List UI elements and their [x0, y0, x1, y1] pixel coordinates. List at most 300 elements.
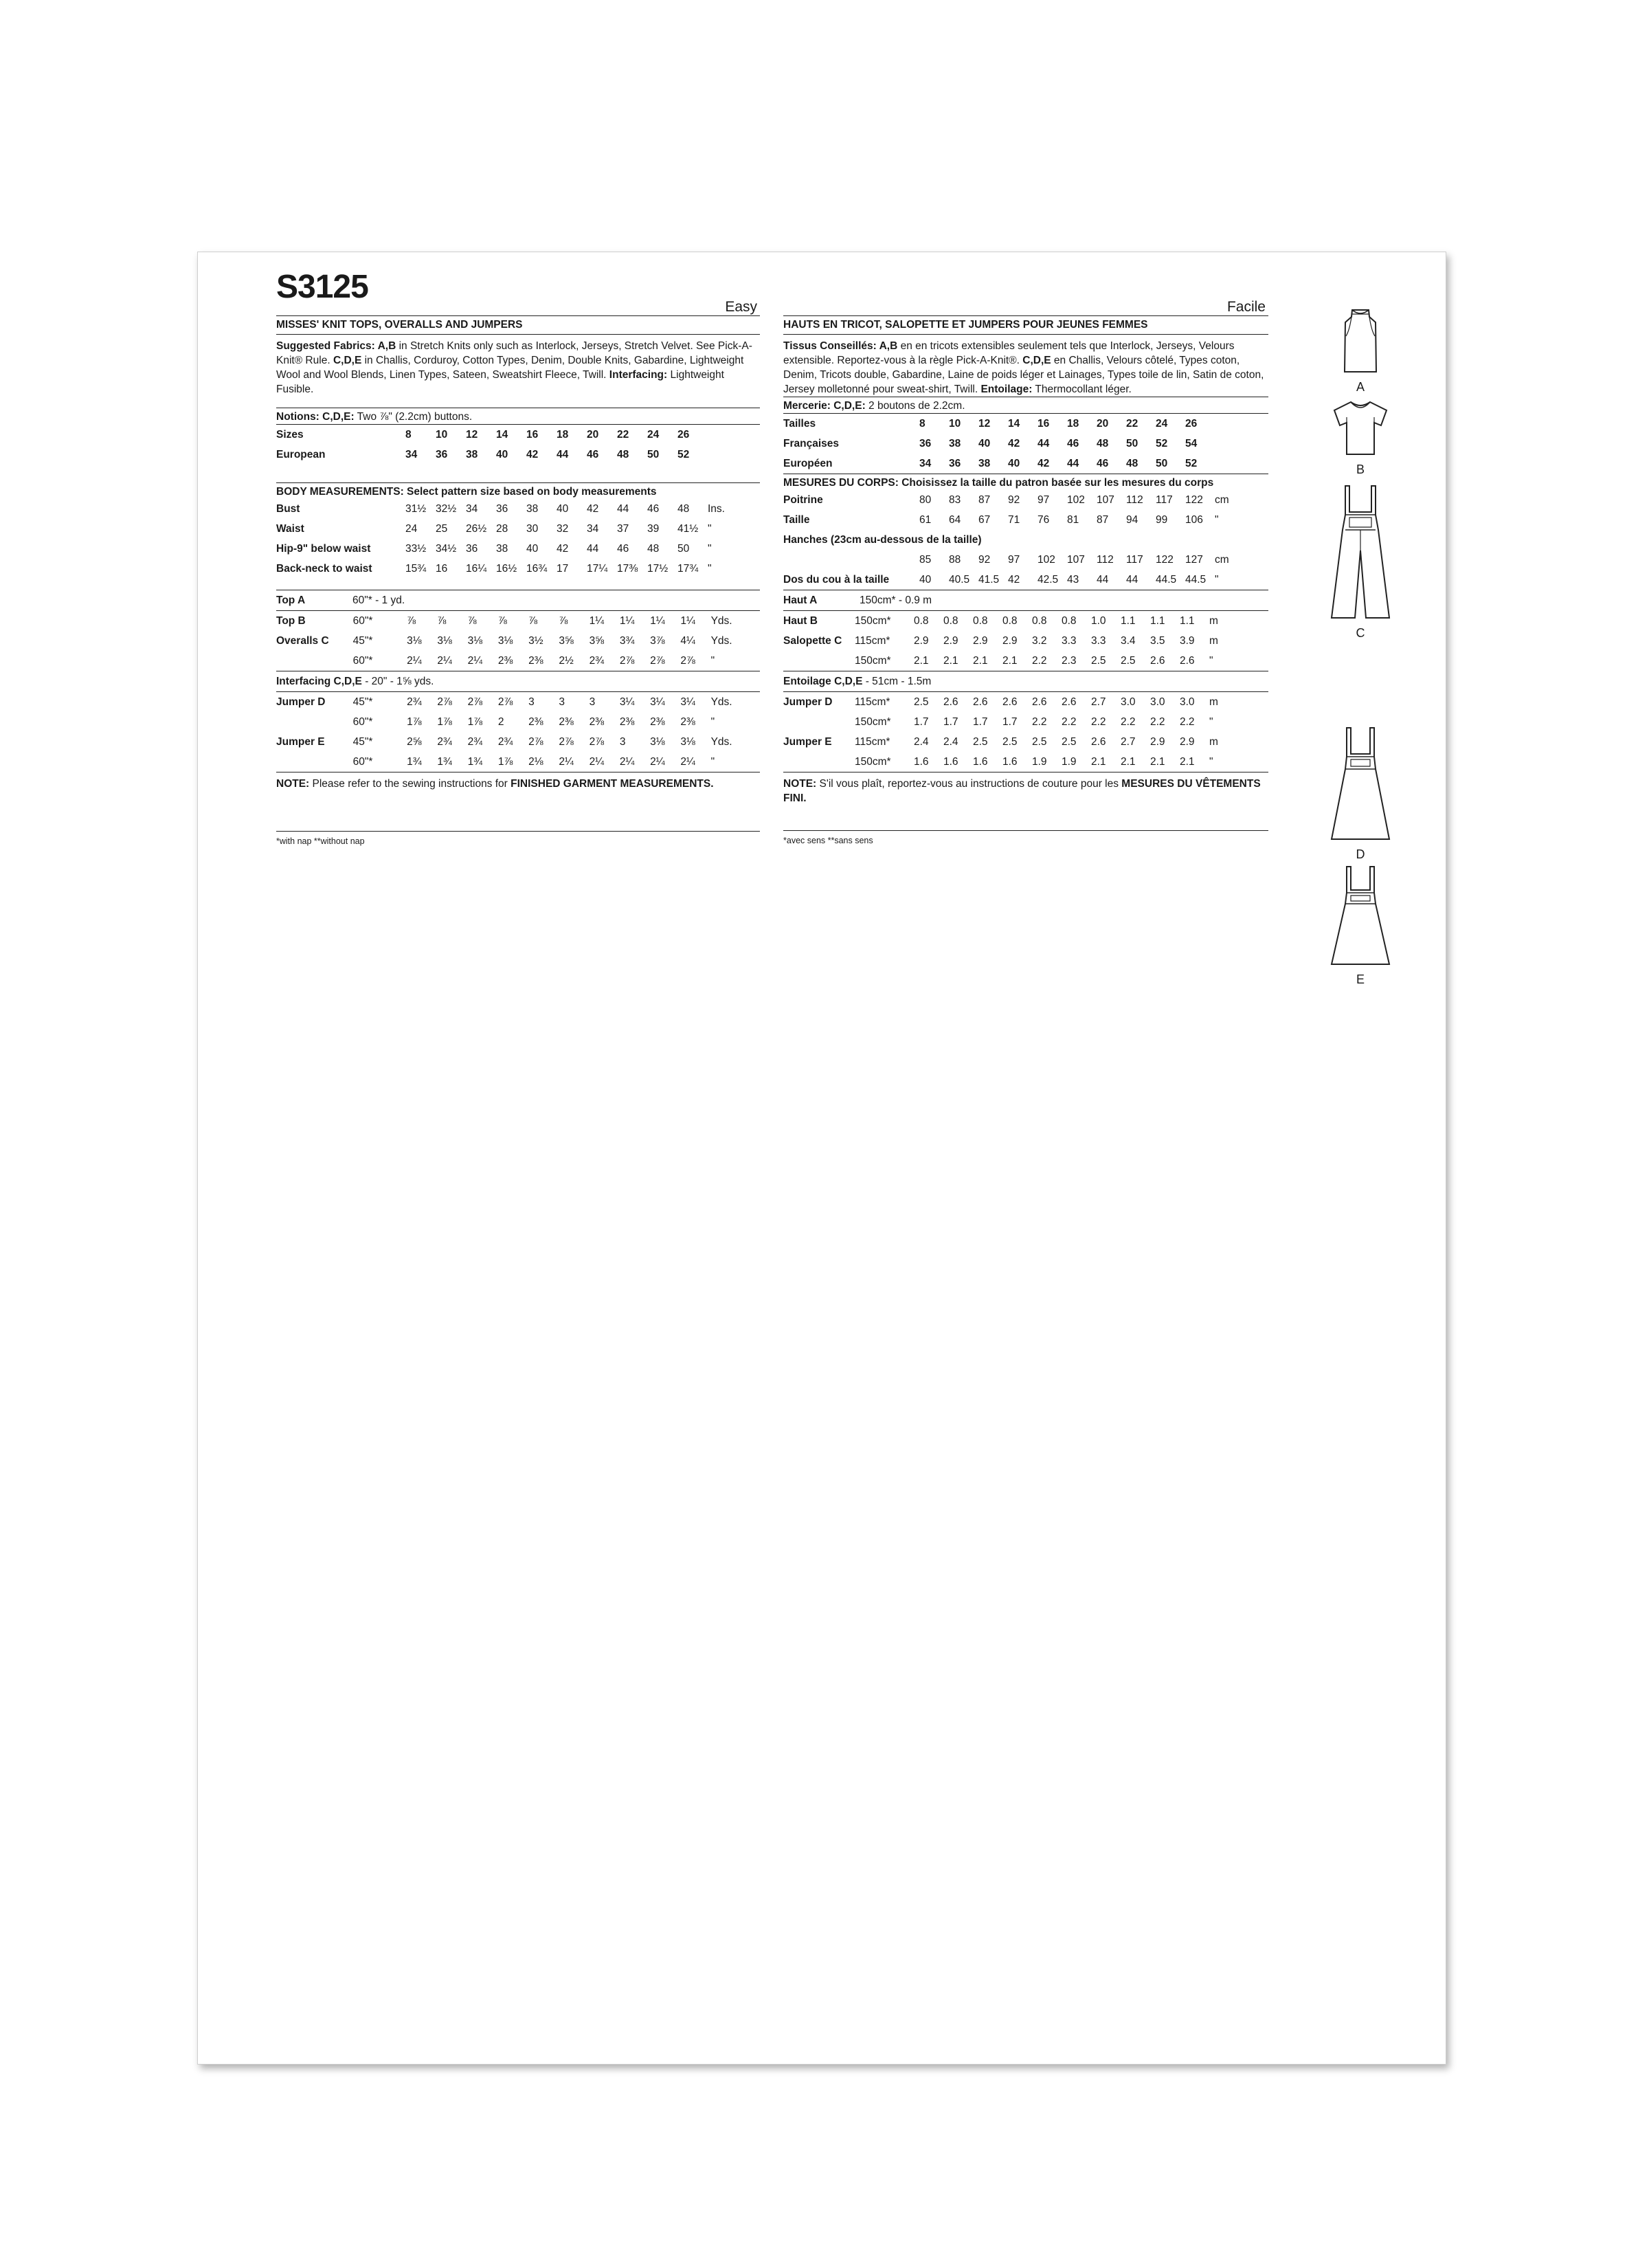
note-bold: FINISHED GARMENT MEASUREMENTS.: [511, 778, 714, 790]
yardage-row: [783, 732, 1268, 752]
cell: 31½: [405, 503, 427, 515]
cell: 42: [587, 503, 599, 515]
notions-fr: [783, 397, 1268, 413]
cell: 2.1: [1002, 655, 1018, 667]
cell: 106: [1185, 514, 1203, 526]
pattern-title: MISSES' KNIT TOPS, OVERALLS AND JUMPERS: [276, 316, 760, 335]
cell: 1.6: [973, 756, 988, 768]
hips-label-fr: Hanches (23cm au-dessous de la taille): [783, 534, 982, 546]
yardage-row: [783, 712, 1268, 732]
cell: 83: [949, 494, 961, 506]
cell: 2.9: [1002, 635, 1018, 647]
cell: 1¾: [407, 756, 422, 768]
interfacing-cde-label-fr: Entoilage C,D,E: [783, 676, 863, 687]
suggested-fabrics: [276, 335, 760, 397]
cell: 2⅞: [650, 655, 665, 667]
note-label-fr: NOTE:: [783, 778, 817, 790]
cell: 3½: [528, 635, 543, 647]
cell: 42: [1037, 458, 1050, 469]
cell: 2¼: [467, 655, 483, 667]
cell: 44.5: [1185, 574, 1207, 586]
header-fr: [783, 284, 1268, 316]
notions-label: Notions: C,D,E:: [276, 411, 355, 423]
yardage-row: [783, 692, 1268, 712]
yardage-row: [276, 692, 760, 712]
cell: 2½: [559, 655, 574, 667]
cell: 2.5: [1062, 736, 1077, 748]
cell: ": [710, 756, 715, 768]
cell: 2⅜: [528, 655, 543, 667]
cell: Yds.: [710, 615, 732, 627]
cell: 3.3: [1091, 635, 1106, 647]
cell: 42: [557, 543, 569, 555]
row-label: [783, 651, 855, 671]
cell: 33½: [405, 543, 427, 555]
view-c: [1309, 485, 1412, 641]
top-a-text: 60"* - 1 yd.: [352, 594, 405, 606]
cell: 97: [1037, 494, 1050, 506]
cell: 2.9: [973, 635, 988, 647]
cell: 2: [497, 716, 504, 728]
cell: 2¾: [497, 736, 513, 748]
interfacing-yardage: [276, 671, 760, 691]
size-table: [276, 425, 763, 465]
cell: 44: [1067, 458, 1079, 469]
cell: 2⅝: [407, 736, 422, 748]
yardage-row: [783, 611, 1268, 631]
yardage-row: [276, 752, 760, 772]
cell: 38: [466, 449, 478, 460]
cell: 26: [1185, 418, 1198, 430]
views-ab-fr: A,B: [879, 340, 898, 352]
cell: 1¼: [650, 615, 665, 627]
yardage-row: [276, 651, 760, 671]
cell: 2¾: [467, 736, 483, 748]
cell: cm: [1215, 554, 1229, 566]
row-label: [276, 712, 353, 732]
fabrics-text-cde-fr: en Challis, Velours côtelé, Types coton, Denim, Tricots double, Gabardine, Laine de poids léger et Lainages, Types toile de lin, Satin de coton, Jersey molletonné pour sweat-shirt, Twill.: [783, 355, 1264, 395]
cell: 2.5: [973, 736, 988, 748]
cell: 2.4: [914, 736, 929, 748]
cell: 2⅛: [528, 756, 543, 768]
cell: 50: [647, 449, 660, 460]
yardage-row: [276, 631, 760, 651]
cell: 40: [496, 449, 508, 460]
note-text-fr: S'il vous plaît, reportez-vous au instructions de couture pour les: [816, 778, 1122, 790]
cell: 1.7: [943, 716, 958, 728]
cell: 30: [526, 523, 539, 535]
cell: 112: [1126, 494, 1143, 506]
cell: 3⅛: [497, 635, 513, 647]
cell: 60"*: [352, 756, 373, 768]
cell: 48: [1097, 438, 1109, 449]
cell: 2.1: [1121, 756, 1136, 768]
cell: 38: [978, 458, 991, 469]
row-label: Overalls C: [276, 635, 329, 647]
footnote: *with nap **without nap: [276, 836, 365, 846]
cell: 1.9: [1032, 756, 1047, 768]
cell: 2¼: [650, 756, 665, 768]
cell: 16¼: [466, 563, 487, 575]
cell: 3¼: [619, 696, 635, 708]
cell: 48: [617, 449, 629, 460]
interfacing-label-fr: Entoilage:: [980, 383, 1033, 395]
cell: 42: [526, 449, 539, 460]
fabrics-text-ab-fr: en en tricots extensibles seulement tels que Interlock, Jerseys, Velours extensible. Reportez-vous à la règle Pick-A-Knit®.: [783, 340, 1235, 366]
cell: 117: [1156, 494, 1173, 506]
yardage-row: [276, 732, 760, 752]
cell: ": [1209, 716, 1213, 728]
cell: 44: [1037, 438, 1050, 449]
yardage-row: [783, 651, 1268, 671]
cell: 10: [436, 429, 448, 441]
cell: 16: [526, 429, 539, 441]
cell: cm: [1215, 494, 1229, 506]
cell: 3.9: [1180, 635, 1195, 647]
measurement-row: [783, 550, 1268, 570]
cell: 80: [919, 494, 932, 506]
size-row: [783, 434, 1268, 454]
cell: 14: [496, 429, 508, 441]
cell: 42: [1008, 574, 1020, 586]
cell: ⅞: [559, 615, 568, 627]
cell: 3: [619, 736, 626, 748]
cell: 3: [589, 696, 596, 708]
row-label: Salopette C: [783, 635, 842, 647]
cell: 16: [436, 563, 448, 575]
cell: 1.7: [973, 716, 988, 728]
cell: 2¾: [437, 736, 452, 748]
cell: 25: [436, 523, 448, 535]
row-label: Bust: [276, 503, 300, 515]
top-a-label: Top A: [276, 594, 306, 606]
cell: 2⅜: [497, 655, 513, 667]
cell: 88: [949, 554, 961, 566]
cell: 2¼: [437, 655, 452, 667]
cell: 60"*: [352, 716, 373, 728]
cell: 32: [557, 523, 569, 535]
cell: 46: [587, 449, 599, 460]
cell: 36: [436, 449, 448, 460]
tshirt-icon: [1326, 398, 1395, 458]
row-label: Taille: [783, 514, 810, 526]
cell: 2⅜: [680, 716, 695, 728]
cell: 24: [647, 429, 660, 441]
cell: 102: [1037, 554, 1055, 566]
cell: 1¾: [437, 756, 452, 768]
cell: 24: [1156, 418, 1168, 430]
cell: 2⅜: [589, 716, 605, 728]
cell: 3⅞: [650, 635, 665, 647]
cell: 22: [1126, 418, 1138, 430]
cell: 44: [617, 503, 629, 515]
cell: 0.8: [1032, 615, 1047, 627]
cell: 71: [1008, 514, 1020, 526]
cell: 24: [405, 523, 418, 535]
cell: 45"*: [352, 736, 373, 748]
jumper-dress-icon: [1326, 726, 1395, 843]
cell: 64: [949, 514, 961, 526]
cell: 40: [557, 503, 569, 515]
notions-label-fr: Mercerie: C,D,E:: [783, 400, 866, 412]
cell: 2.5: [914, 696, 929, 708]
cell: 2.1: [914, 655, 929, 667]
cell: 3⅛: [680, 736, 695, 748]
size-row: [783, 414, 1268, 434]
cell: 2⅞: [437, 696, 452, 708]
cell: 39: [647, 523, 660, 535]
cell: 18: [1067, 418, 1079, 430]
hips-table-fr: [783, 550, 1268, 590]
cell: 44: [1126, 574, 1138, 586]
measurement-row: [276, 519, 763, 539]
cell: m: [1209, 635, 1218, 647]
cell: Ins.: [708, 503, 725, 515]
yardage-row: [783, 631, 1268, 651]
cell: 102: [1067, 494, 1085, 506]
cell: m: [1209, 696, 1218, 708]
overalls-icon: [1326, 485, 1395, 622]
cell: [708, 445, 763, 465]
cell: 2⅞: [619, 655, 635, 667]
body-measurements-table-fr: [783, 490, 1268, 530]
cell: [708, 425, 763, 445]
cell: 1.7: [1002, 716, 1018, 728]
pattern-code: S3125: [276, 269, 368, 305]
row-label: Jumper E: [276, 736, 325, 748]
interfacing-cde-text-fr: - 51cm - 1.5m: [862, 676, 932, 687]
cell: 2¼: [407, 655, 422, 667]
cell: [1215, 454, 1268, 474]
cell: 3¾: [619, 635, 635, 647]
notions-text-fr: 2 boutons de 2.2cm.: [865, 400, 965, 412]
cell: 3⅛: [467, 635, 483, 647]
cell: 36: [496, 503, 508, 515]
cell: 44.5: [1156, 574, 1177, 586]
cell: ⅞: [437, 615, 447, 627]
cell: ": [708, 563, 712, 575]
cell: 122: [1185, 494, 1203, 506]
cell: 61: [919, 514, 932, 526]
cell: 2.9: [914, 635, 929, 647]
cell: 20: [587, 429, 599, 441]
cell: 14: [1008, 418, 1020, 430]
cell: 2.9: [1180, 736, 1195, 748]
cell: 2.2: [1121, 716, 1136, 728]
cell: 40.5: [949, 574, 970, 586]
cell: 3.3: [1062, 635, 1077, 647]
haut-a-yardage: [783, 590, 1268, 610]
measurement-row: [276, 539, 763, 559]
cell: 2.6: [943, 696, 958, 708]
cell: 34: [405, 449, 418, 460]
cell: Yds.: [710, 696, 732, 708]
cell: 1¼: [619, 615, 635, 627]
size-row: [276, 445, 763, 465]
cell: 16¾: [526, 563, 548, 575]
row-label: Françaises: [783, 438, 839, 449]
size-row: [783, 454, 1268, 474]
measurement-row: [783, 490, 1268, 510]
cell: 81: [1067, 514, 1079, 526]
cell: ⅞: [407, 615, 416, 627]
footnote-fr: *avec sens **sans sens: [783, 836, 873, 845]
cell: 48: [677, 503, 690, 515]
cell: 115cm*: [855, 635, 890, 647]
haut-a-label: Haut A: [783, 594, 818, 606]
size-table-fr: [783, 414, 1268, 474]
cell: 34: [919, 458, 932, 469]
views-ab: A,B: [377, 340, 396, 352]
cell: 2.1: [1180, 756, 1195, 768]
cell: 40: [1008, 458, 1020, 469]
cell: 44: [557, 449, 569, 460]
cell: 3⅛: [407, 635, 422, 647]
yardage-table-1-fr: [783, 611, 1268, 671]
cell: 2⅞: [467, 696, 483, 708]
view-e-label: E: [1356, 972, 1365, 986]
fabrics-label-fr: Tissus Conseillés:: [783, 340, 879, 352]
cell: 44: [1097, 574, 1109, 586]
row-label: Jumper E: [783, 736, 832, 748]
row-label: Back-neck to waist: [276, 563, 372, 575]
yardage-row: [276, 712, 760, 732]
cell: Yds.: [710, 635, 732, 647]
cell: 150cm*: [855, 655, 891, 667]
cell: 0.8: [1062, 615, 1077, 627]
cell: 17¾: [677, 563, 699, 575]
cell: ": [1209, 756, 1213, 768]
cell: 76: [1037, 514, 1050, 526]
cell: 2.6: [973, 696, 988, 708]
cell: 40: [919, 574, 932, 586]
cell: 0.8: [914, 615, 929, 627]
cell: 150cm*: [855, 716, 891, 728]
cell: 3.4: [1121, 635, 1136, 647]
haut-a-text: 150cm* - 0.9 m: [860, 594, 932, 606]
cell: 2.6: [1180, 655, 1195, 667]
view-d-label: D: [1356, 847, 1365, 861]
cell: ⅞: [497, 615, 507, 627]
cell: 48: [647, 543, 660, 555]
cell: 1.7: [914, 716, 929, 728]
cell: 2.1: [1150, 756, 1165, 768]
cell: 17⅜: [617, 563, 638, 575]
view-a-label: A: [1356, 380, 1365, 394]
french-column: [783, 284, 1268, 848]
cell: 22: [617, 429, 629, 441]
cell: 2⅞: [589, 736, 605, 748]
cell: 37: [617, 523, 629, 535]
cell: 45"*: [352, 635, 373, 647]
cell: 3.0: [1121, 696, 1136, 708]
measurement-row: [783, 570, 1268, 590]
cell: 2.2: [1150, 716, 1165, 728]
jumper-dress-short-icon: [1326, 865, 1395, 968]
cell: 2.5: [1032, 736, 1047, 748]
cell: 1.1: [1121, 615, 1136, 627]
note-text: Please refer to the sewing instructions for: [309, 778, 511, 790]
cell: ": [710, 655, 715, 667]
cell: 10: [949, 418, 961, 430]
interfacing-cde-text: - 20" - 1⅝ yds.: [361, 676, 434, 687]
cell: 67: [978, 514, 991, 526]
cell: 2.6: [1032, 696, 1047, 708]
row-label: [276, 651, 353, 671]
notions-text: Two ⅞" (2.2cm) buttons.: [354, 411, 473, 423]
cell: 36: [919, 438, 932, 449]
cell: 38: [526, 503, 539, 515]
cell: 1¼: [589, 615, 605, 627]
cell: 1¾: [467, 756, 483, 768]
yardage-table-1: [276, 611, 760, 671]
cell: 150cm*: [855, 756, 891, 768]
cell: 8: [919, 418, 926, 430]
cell: ": [1209, 655, 1213, 667]
row-label: Européen: [783, 458, 833, 469]
view-b-label: B: [1356, 463, 1365, 476]
cell: 2¼: [619, 756, 635, 768]
yardage-table-2-fr: [783, 692, 1268, 772]
cell: 2¾: [589, 655, 605, 667]
row-label: Sizes: [276, 429, 304, 441]
cell: 50: [1126, 438, 1138, 449]
cell: 87: [1097, 514, 1109, 526]
cell: 60"*: [352, 655, 373, 667]
cell: ": [1215, 574, 1219, 586]
cell: 12: [978, 418, 991, 430]
cell: 26½: [466, 523, 487, 535]
cell: 2.1: [1091, 756, 1106, 768]
cell: 38: [949, 438, 961, 449]
cell: 2.5: [1002, 736, 1018, 748]
cell: 1.6: [914, 756, 929, 768]
cell: 41.5: [978, 574, 1000, 586]
cell: 2.1: [943, 655, 958, 667]
yardage-row: [276, 611, 760, 631]
row-label: Dos du cou à la taille: [783, 574, 890, 586]
cell: 1⅞: [437, 716, 452, 728]
cell: 3⅛: [437, 635, 452, 647]
cell: 34½: [436, 543, 457, 555]
cell: 2⅜: [528, 716, 543, 728]
suggested-fabrics-fr: [783, 335, 1268, 397]
body-measurements-heading-fr: MESURES DU CORPS: Choisissez la taille du patron basée sur les mesures du corps: [783, 477, 1214, 489]
cell: ": [708, 543, 712, 555]
cell: 1.0: [1091, 615, 1106, 627]
cell: 2.6: [1002, 696, 1018, 708]
cell: 0.8: [1002, 615, 1018, 627]
measurement-row: [276, 559, 763, 579]
cell: 17¼: [587, 563, 608, 575]
row-label: Tailles: [783, 418, 816, 430]
cell: 122: [1156, 554, 1174, 566]
cell: 15¾: [405, 563, 427, 575]
cell: 3¼: [680, 696, 695, 708]
cell: 42: [1008, 438, 1020, 449]
cell: 36: [466, 543, 478, 555]
row-label: Poitrine: [783, 494, 823, 506]
row-label: [276, 752, 353, 772]
cell: 0.8: [943, 615, 958, 627]
cell: 46: [1067, 438, 1079, 449]
cell: 43: [1067, 574, 1079, 586]
row-label: Top B: [276, 615, 306, 627]
notions: [276, 408, 760, 424]
cell: 107: [1067, 554, 1085, 566]
yardage-table-2: [276, 692, 760, 772]
cell: 4¼: [680, 635, 695, 647]
